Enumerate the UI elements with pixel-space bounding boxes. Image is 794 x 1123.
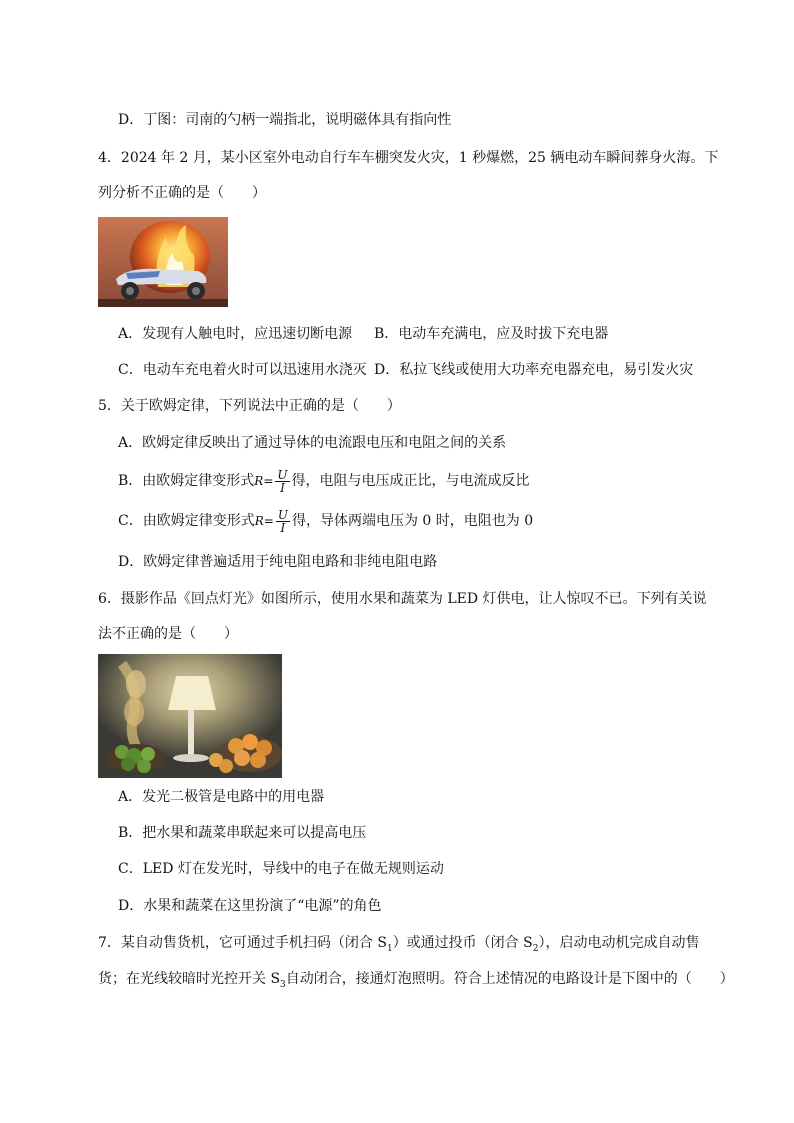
q6-option-d: D．水果和蔬菜在这里扮演了“电源”的角色 bbox=[118, 898, 382, 914]
formula-numerator: U bbox=[277, 467, 288, 482]
fire-photo bbox=[98, 217, 228, 307]
q5-option-c bbox=[118, 506, 533, 536]
q7-line2-part-b: 自动闭合，接通灯泡照明。符合上述情况的电路设计是下图中的（ ） bbox=[285, 971, 734, 987]
formula-equals: = bbox=[263, 514, 274, 528]
formula-fraction bbox=[276, 509, 290, 534]
q4-option-c: C．电动车充电着火时可以迅速用水浇灭 bbox=[118, 362, 367, 378]
formula-r: R bbox=[254, 474, 264, 488]
q5-option-c-prefix: C．由欧姆定律变形式 bbox=[118, 513, 255, 529]
q7-line2-part-a: 货；在光线较暗时光控开关 S bbox=[98, 971, 281, 987]
formula-denominator: I bbox=[280, 480, 285, 495]
q7-stem-line2 bbox=[98, 969, 734, 995]
q7-line1-part-b: ）或通过投币（闭合 S bbox=[392, 935, 533, 951]
q5-option-b-suffix: 得，电阻与电压成正比，与电流成反比 bbox=[291, 473, 530, 489]
q5-option-b-prefix: B．由欧姆定律变形式 bbox=[118, 473, 255, 489]
q5-option-b bbox=[118, 466, 530, 496]
s2-subscript: 2 bbox=[532, 943, 539, 954]
q6-stem-line2: 法不正确的是（ ） bbox=[98, 626, 238, 642]
formula-denominator: I bbox=[280, 520, 286, 535]
q4-option-d: D．私拉飞线或使用大功率充电器充电，易引发火灾 bbox=[374, 362, 694, 378]
q5-option-c-suffix: 得，导体两端电压为 0 时，电阻也为 0 bbox=[291, 513, 534, 529]
q4-option-a: A．发现有人触电时，应迅速切断电源 bbox=[118, 326, 353, 342]
s1-subscript: 1 bbox=[386, 943, 393, 954]
q4-option-b: B．电动车充满电，应及时拔下充电器 bbox=[374, 326, 609, 342]
q5-option-a: A．欧姆定律反映出了通过导体的电流跟电压和电阻之间的关系 bbox=[118, 435, 507, 451]
q5-stem: 5．关于欧姆定律，下列说法中正确的是（ ） bbox=[98, 398, 401, 414]
s3-subscript: 3 bbox=[280, 979, 286, 990]
q6-option-b: B．把水果和蔬菜串联起来可以提高电压 bbox=[118, 825, 367, 841]
q4-stem-line1: 4．2024 年 2 月，某小区室外电动自行车车棚突发火灾，1 秒爆燃，25 辆电动车瞬间葬身火海。下 bbox=[98, 150, 719, 166]
lamp-photo bbox=[98, 654, 282, 778]
q6-option-c: C．LED 灯在发光时，导线中的电子在做无规则运动 bbox=[118, 861, 444, 877]
q4-stem-line2: 列分析不正确的是（ ） bbox=[98, 185, 266, 201]
formula-fraction bbox=[275, 469, 289, 494]
formula-r: R bbox=[254, 514, 264, 528]
formula-equals: = bbox=[263, 474, 274, 488]
q6-option-a: A．发光二极管是电路中的用电器 bbox=[118, 789, 325, 805]
q3-option-d: D．丁图：司南的勺柄一端指北，说明磁体具有指向性 bbox=[118, 112, 452, 128]
q6-stem-line1: 6．摄影作品《回点灯光》如图所示，使用水果和蔬菜为 LED 灯供电，让人惊叹不已。下列有关说 bbox=[98, 591, 707, 607]
formula-numerator: U bbox=[277, 507, 288, 522]
q7-stem-line1 bbox=[98, 933, 699, 959]
q7-line1-part-a: 7．某自动售货机，它可通过手机扫码（闭合 S bbox=[98, 935, 387, 951]
q5-option-d: D．欧姆定律普遍适用于纯电阻电路和非纯电阻电路 bbox=[118, 554, 438, 570]
q7-line1-part-c: ），启动电动机完成自动售 bbox=[538, 935, 700, 951]
